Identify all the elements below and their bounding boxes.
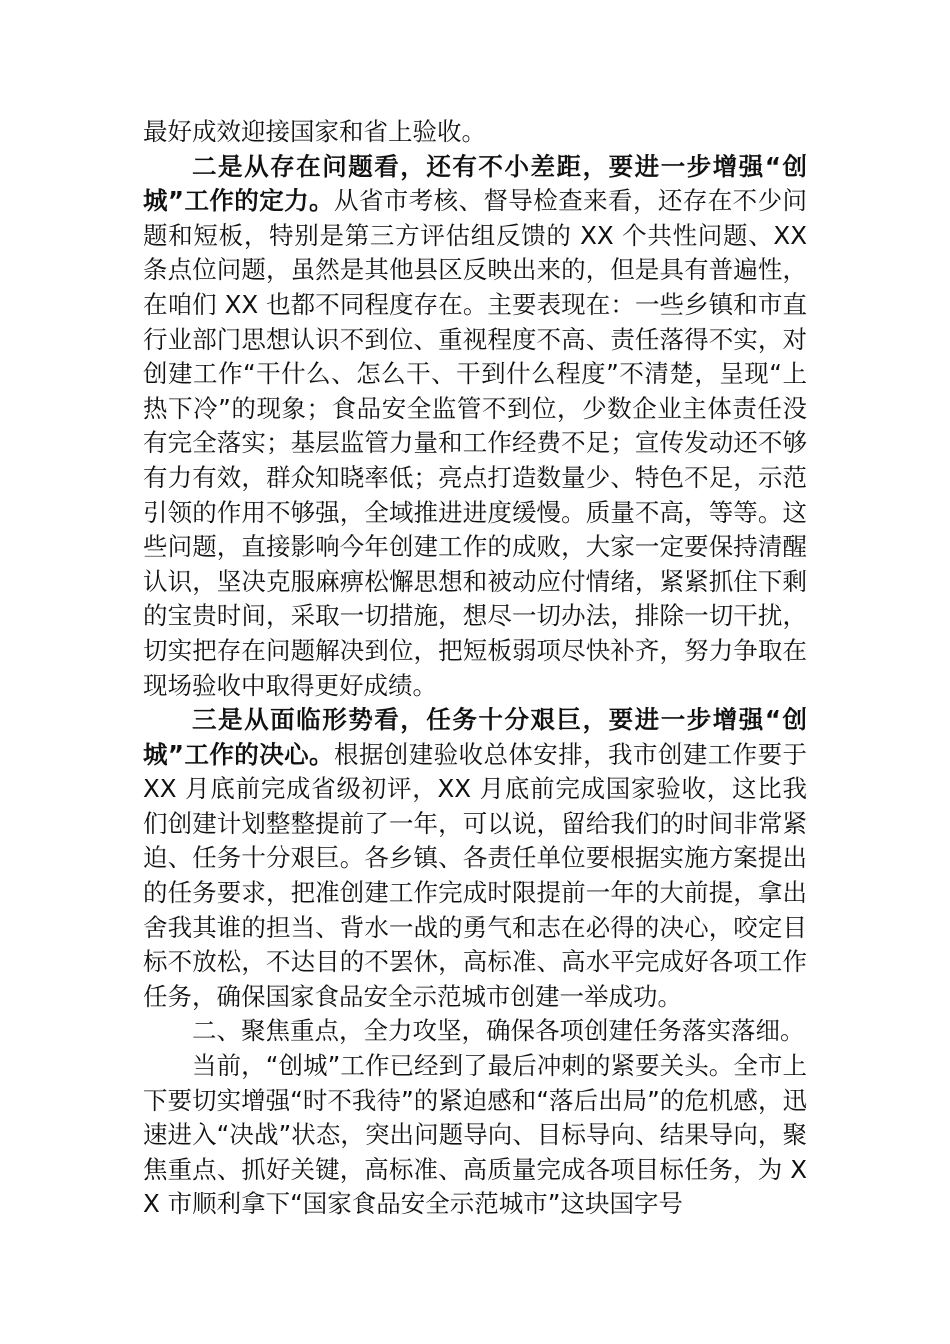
paragraph-point-three (143, 703, 807, 1014)
section-heading (143, 1014, 807, 1049)
paragraph-text: 当前，“创城”工作已经到了最后冲刺的紧要关头。全市上下要切实增强“时不我待”的紧迫感和“落后出局”的危机感，迅速进入“决战”状态，突出问题导向、目标导向、结果导向，聚焦重点、抓好关键，高标准、高质量完成各项目标任务，为 XX 市顺利拿下“国家食品安全示范城市”这块国字号 (143, 1051, 807, 1219)
paragraph-text: 根据创建验收总体安排，我市创建工作要于 XX 月底前完成省级初评，XX 月底前完成国家验收，这比我们创建计划整整提前了一年，可以说，留给我们的时间非常紧迫、任务十分艰巨。各乡镇、各责任单位要根据实施方案提出的任务要求，把准创建工作完成时限提前一年的大前提，拿出舍我其谁的担当、背水一战的勇气和志在必得的决心，咬定目标不放松，不达目的不罢休，高标准、高水平完成好各项工作任务，确保国家食品安全示范城市创建一举成功。 (143, 739, 807, 1011)
paragraph-continuation (143, 115, 807, 150)
paragraph-text: 最好成效迎接国家和省上验收。 (143, 117, 486, 146)
section-heading-text: 二、聚焦重点，全力攻坚，确保各项创建任务落实落细。 (192, 1016, 805, 1046)
paragraph-text: 从省市考核、督导检查来看，还存在不少问题和短板，特别是第三方评估组反馈的 XX 个共性问题、XX 条点位问题，虽然是其他县区反映出来的，但是具有普遍性，在咱们 XX 也都不同程度存在。主要表现在：一些乡镇和市直行业部门思想认识不到位、重视程度不高、责任落得不实，对创建工作“干什么、怎么干、干到什么程度”不清楚，呈现“上热下冷”的现象；食品安全监管不到位，少数企业主体责任没有完全落实；基层监管力量和工作经费不足；宣传发动还不够有力有效，群众知晓率低；亮点打造数量少、特色不足，示范引领的作用不够强，全域推进进度缓慢。质量不高，等等。这些问题，直接影响今年创建工作的成败，大家一定要保持清醒认识，坚决克服麻痹松懈思想和被动应付情绪，紧紧抓住下剩的宝贵时间，采取一切措施，想尽一切办法，排除一切干扰，切实把存在问题解决到位，把短板弱项尽快补齐，努力争取在现场验收中取得更好成绩。 (143, 186, 807, 700)
document-body (143, 115, 807, 1222)
paragraph-current-situation (143, 1049, 807, 1222)
paragraph-point-two (143, 150, 807, 704)
paragraph-lead-heading: 三是从面临形势看，任务十分艰巨，要进一步增强“创城”工作的决心。 (143, 705, 807, 769)
paragraph-lead-heading: 二是从存在问题看，还有不小差距，要进一步增强“创城”工作的定力。 (143, 151, 807, 216)
